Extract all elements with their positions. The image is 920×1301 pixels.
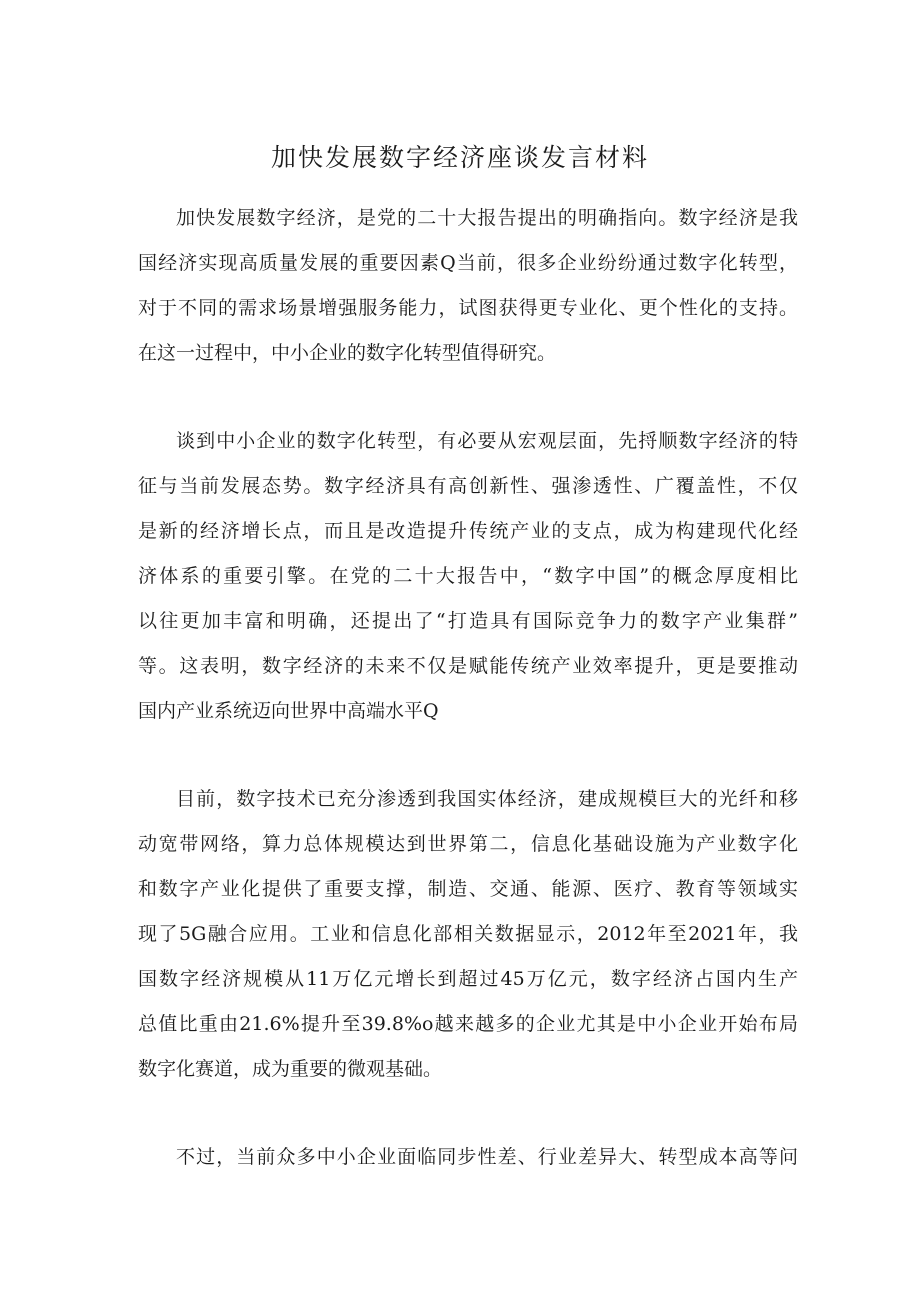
paragraph-line: 国经济实现高质量发展的重要因素Q当前，很多企业纷纷通过数字化转型， [138,252,798,274]
paragraph-line: 不过，当前众多中小企业面临同步性差、行业差异大、转型成本高等问 [176,1146,798,1168]
document-body [138,196,798,1180]
paragraph-line: 以往更加丰富和明确，还提出了“打造具有国际竞争力的数字产业集群” [138,610,798,632]
paragraph-line: 等。这表明，数字经济的未来不仅是赋能传统产业效率提升，更是要推动 [138,655,798,677]
paragraph [138,777,798,1092]
paragraph-line: 数字化赛道，成为重要的微观基础。 [138,1058,443,1080]
paragraph [138,419,798,734]
paragraph-line: 是新的经济增长点，而且是改造提升传统产业的支点，成为构建现代化经 [138,520,798,542]
paragraph-line: 加快发展数字经济，是党的二十大报告提出的明确指向。数字经济是我 [176,207,798,229]
paragraph [138,196,798,376]
paragraph-line: 目前，数字技术已充分渗透到我国实体经济，建成规模巨大的光纤和移 [176,788,798,810]
paragraph-line: 现了5G融合应用。工业和信息化部相关数据显示，2012年至2021年，我 [138,923,798,945]
paragraph-line: 济体系的重要引擎。在党的二十大报告中，“数字中国”的概念厚度相比 [138,565,798,587]
paragraph-line: 在这一过程中，中小企业的数字化转型值得研究。 [138,342,557,364]
paragraph-line: 动宽带网络，算力总体规模达到世界第二，信息化基础设施为产业数字化 [138,833,798,855]
paragraph-line: 和数字产业化提供了重要支撑，制造、交通、能源、医疗、教育等领域实 [138,878,798,900]
paragraph-line: 国数字经济规模从11万亿元增长到超过45万亿元，数字经济占国内生产 [138,968,798,990]
paragraph [138,1135,798,1180]
paragraph-line: 谈到中小企业的数字化转型，有必要从宏观层面，先捋顺数字经济的特 [176,430,798,452]
paragraph-line: 征与当前发展态势。数字经济具有高创新性、强渗透性、广覆盖性，不仅 [138,475,798,497]
paragraph-line: 国内产业系统迈向世界中高端水平Q [138,700,439,722]
document-title: 加快发展数字经济座谈发言材料 [270,143,649,172]
paragraph-line: 总值比重由21.6%提升至39.8%o越来越多的企业尤其是中小企业开始布局 [138,1013,798,1035]
paragraph-line: 对于不同的需求场景增强服务能力，试图获得更专业化、更个性化的支持。 [138,297,798,319]
